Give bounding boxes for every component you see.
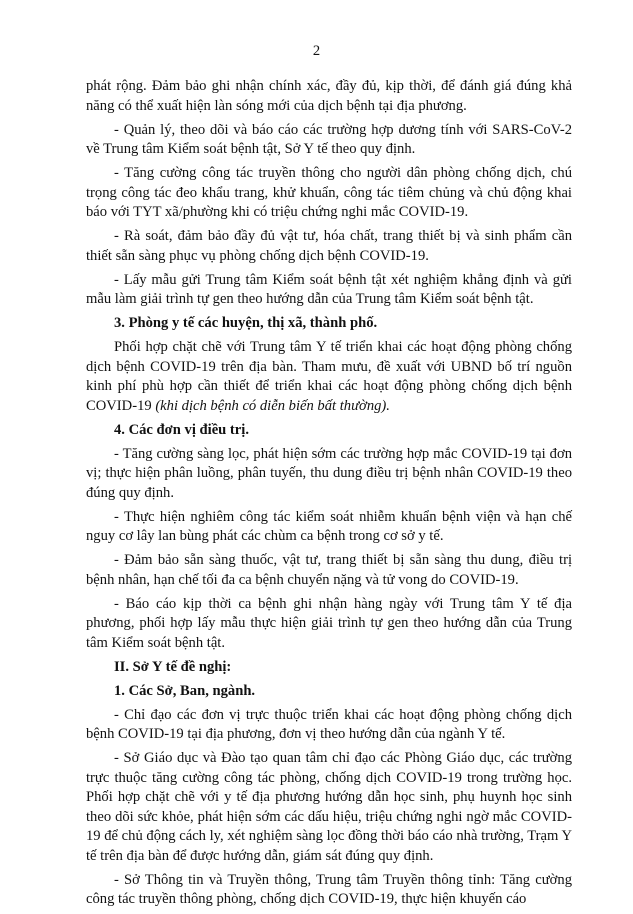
paragraph-communication: - Tăng cường công tác truyền thông cho người dân phòng chống dịch, chú trọng công tác đeo khẩu trang, khử khuẩn, công tác tiêm chủng và chủ động khai báo với TYT xã/phường khi có triệu chứng nghi mắc COVID-19. [86,165,572,220]
section-heading-proposals: II. Sở Y tế đề nghị: [114,658,232,675]
paragraph-supplies: - Rà soát, đảm bảo đầy đủ vật tư, hóa chất, trang thiết bị và sinh phẩm cần thiết sẵn sàng phục vụ phòng chống dịch bệnh COVID-19. [86,228,572,264]
paragraph-report-sars-cov-2: - Quản lý, theo dõi và báo cáo các trường hợp dương tính với SARS-CoV-2 về Trung tâm Kiểm soát bệnh tật, Sở Y tế theo quy định. [86,121,572,157]
paragraph-medicine-readiness: - Đảm bảo sẵn sàng thuốc, vật tư, trang thiết bị sẵn sàng thu dung, điều trị bệnh nhân, hạn chế tối đa ca bệnh chuyển nặng và tử vong do COVID-19. [86,552,572,588]
page-number: 2 [312,43,321,59]
paragraph-education: - Sở Giáo dục và Đào tạo quan tâm chỉ đạo các Phòng Giáo dục, các trường trực thuộc tăng cường công tác phòng, chống dịch COVID-19 trong trường học. Phối hợp chặt chẽ với y tế địa phương hướng dẫn học sinh, phụ huynh học sinh theo dõi sức khỏe, phát hiện sớm các dấu hiệu, triệu chứng nghi ngờ mắc COVID-19 để chủ động cách ly, xét nghiệm sàng lọc đồng thời báo cáo nhà trường, Trạm Y tế trên địa bàn để được hướng dẫn, giám sát đúng quy định. [86,750,572,864]
paragraph-district-coordination [86,338,572,416]
paragraph-sampling: - Lấy mẫu gửi Trung tâm Kiểm soát bệnh tật xét nghiệm khẳng định và gửi mẫu làm giải trình tự gen theo hướng dẫn của Trung tâm Kiểm soát bệnh tật. [86,271,572,307]
section-heading-departments: 1. Các Sở, Ban, ngành. [114,682,256,699]
document-body [86,77,572,914]
paragraph-daily-report: - Báo cáo kịp thời ca bệnh ghi nhận hàng ngày với Trung tâm Y tế địa phương, phối hợp lấy mẫu thực hiện giải trình tự gen theo hướng dẫn của Trung tâm Kiểm soát bệnh tật. [86,595,572,651]
paragraph-continuation: phát rộng. Đảm bảo ghi nhận chính xác, đầy đủ, kịp thời, để đánh giá đúng khả năng có thể xuất hiện làn sóng mới của dịch bệnh tại địa phương. [86,78,572,114]
paragraph-district-italic: (khi dịch bệnh có diễn biến bất thường). [151,397,390,414]
paragraph-infection-control: - Thực hiện nghiêm công tác kiểm soát nhiễm khuẩn bệnh viện và hạn chế nguy cơ lây lan bùng phát các chùm ca bệnh trong cơ sở y tế. [86,508,572,544]
paragraph-screening: - Tăng cường sàng lọc, phát hiện sớm các trường hợp mắc COVID-19 tại đơn vị; thực hiện phân luồng, phân tuyến, thu dung điều trị bệnh nhân COVID-19 theo đúng quy định. [86,445,572,501]
paragraph-district-main: Phối hợp chặt chẽ với Trung tâm Y tế triển khai các hoạt động phòng chống dịch bệnh COVID-19 trên địa bàn. Tham mưu, đề xuất với UBND bố trí nguồn kinh phí phù hợp cần thiết để triển khai các hoạt động phòng chống dịch bệnh COVID-19 [86,339,572,414]
paragraph-information: - Sở Thông tin và Truyền thông, Trung tâm Truyền thông tỉnh: Tăng cường công tác truyền thông phòng, chống dịch COVID-19, thực hiện khuyến cáo [86,871,572,907]
paragraph-direct-units: - Chỉ đạo các đơn vị trực thuộc triển khai các hoạt động phòng chống dịch bệnh COVID-19 tại địa phương, đơn vị theo hướng dẫn của ngành Y tế. [86,706,572,742]
section-heading-district-health: 3. Phòng y tế các huyện, thị xã, thành phố. [114,315,378,331]
section-heading-treatment-units: 4. Các đơn vị điều trị. [114,421,249,438]
